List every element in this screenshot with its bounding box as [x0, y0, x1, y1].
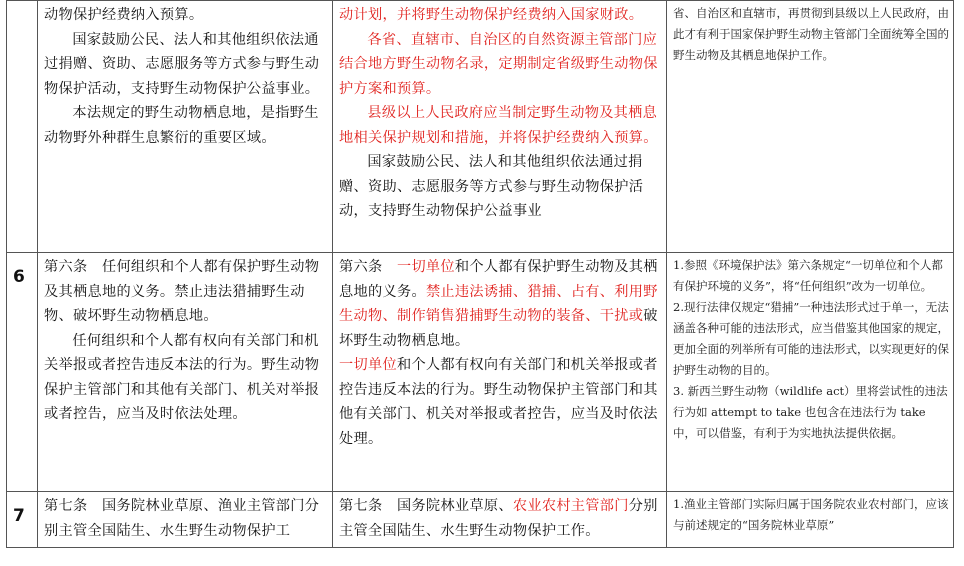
table-row [7, 492, 954, 548]
table-row [7, 1, 954, 253]
paragraph [44, 101, 328, 150]
paragraph [339, 494, 662, 543]
text-segment: 第七条 国务院林业草原、 [339, 498, 513, 514]
proposed-revision-cell [333, 492, 667, 548]
current-law-cell [38, 253, 333, 492]
text-segment: 破坏野生动物栖息地。 [339, 308, 658, 349]
revised-text: 动计划，并将野生动物保护经费纳入国家财政。 [339, 7, 644, 23]
paragraph [339, 255, 662, 353]
article-number-cell: 7 [7, 492, 38, 548]
rationale-cell [667, 253, 954, 492]
revised-text: 一切单位 [339, 357, 397, 373]
text-segment: 分别主管全国陆生、水生野生动物保护工作。 [339, 498, 658, 539]
revised-text: 一切单位 [396, 259, 455, 275]
text-segment: 动物保护经费纳入预算。 [44, 7, 204, 23]
paragraph [339, 353, 662, 451]
text-segment: 第六条 [339, 259, 397, 275]
rationale-cell [667, 1, 954, 253]
paragraph [44, 255, 328, 329]
paragraph [339, 101, 662, 150]
article-number-cell: 6 [7, 253, 38, 492]
paragraph [44, 28, 328, 102]
proposed-revision-cell [333, 253, 667, 492]
current-law-cell [38, 1, 333, 253]
revised-text: 县级以上人民政府应当制定野生动物及其栖息地相关保护规划和措施，并将保护经费纳入预算。 [339, 105, 658, 146]
paragraph: 1.渔业主管部门实际归属于国务院农业农村部门，应该与前述规定的“国务院林业草原” [673, 497, 949, 532]
paragraph [44, 3, 328, 28]
paragraph [339, 3, 662, 28]
paragraph [44, 329, 328, 427]
paragraph: 省、自治区和直辖市，再贯彻到县级以上人民政府，由此才有利于国家保护野生动物主管部门全面统筹全国的野生动物及其栖息地保护工作。 [673, 6, 949, 62]
current-law-cell [38, 492, 333, 548]
text-segment: 任何组织和个人都有权向有关部门和机关举报或者控告违反本法的行为。野生动物保护主管部门和其他有关部门、机关对举报或者控告，应当及时依法处理。 [44, 332, 320, 422]
article-number-cell [7, 1, 38, 253]
text-segment: 第六条 任何组织和个人都有保护野生动物及其栖息地的义务。禁止违法猎捕野生动物、破坏野生动物栖息地。 [44, 259, 320, 324]
text-segment: 第七条 国务院林业草原、渔业主管部门分别主管全国陆生、水生野生动物保护工 [44, 498, 320, 539]
text-segment: 本法规定的野生动物栖息地，是指野生动物野外种群生息繁衍的重要区域。 [44, 105, 319, 146]
text-segment: 和个人都有保护野生动物及其栖息地的义务。 [339, 259, 658, 300]
paragraph: 2.现行法律仅规定“猎捕”一种违法形式过于单一，无法涵盖各种可能的违法形式，应当借鉴其他国家的规定，更加全面的列举所有可能的违法形式，以实现更好的保护野生动物的目的。 [673, 300, 949, 377]
paragraph: 3. 新西兰野生动物（wildlife act）里将尝试性的违法行为如 attempt to take 也包含在违法行为 take 中，可以借鉴，有利于为实地执法提供依据。 [673, 384, 948, 440]
rationale-cell [667, 492, 954, 548]
paragraph: 1.参照《环境保护法》第六条规定“一切单位和个人都有保护环境的义务”，将“任何组织”改为一切单位。 [673, 258, 943, 293]
revised-text: 农业农村主管部门 [512, 498, 629, 514]
proposed-revision-cell [333, 1, 667, 253]
paragraph [44, 494, 328, 543]
text-segment: 国家鼓励公民、法人和其他组织依法通过捐赠、资助、志愿服务等方式参与野生动物保护活动，支持野生动物保护公益事业。 [44, 31, 320, 97]
text-segment: 和个人都有权向有关部门和机关举报或者控告违反本法的行为。野生动物保护主管部门和其他有关部门、机关对举报或者控告，应当及时依法处理。 [339, 357, 658, 447]
revised-text: 各省、直辖市、自治区的自然资源主管部门应结合地方野生动物名录，定期制定省级野生动物保护方案和预算。 [339, 31, 658, 97]
comparison-table [6, 0, 954, 548]
text-segment: 国家鼓励公民、法人和其他组织依法通过捐赠、资助、志愿服务等方式参与野生动物保护活动，支持野生动物保护公益事业 [339, 154, 644, 219]
paragraph [339, 28, 662, 102]
table-row [7, 253, 954, 492]
paragraph [339, 150, 662, 224]
revised-text: 禁止违法诱捕、猎捕、占有、利用野生动物、制作销售猎捕野生动物的装备、干扰或 [339, 283, 658, 324]
